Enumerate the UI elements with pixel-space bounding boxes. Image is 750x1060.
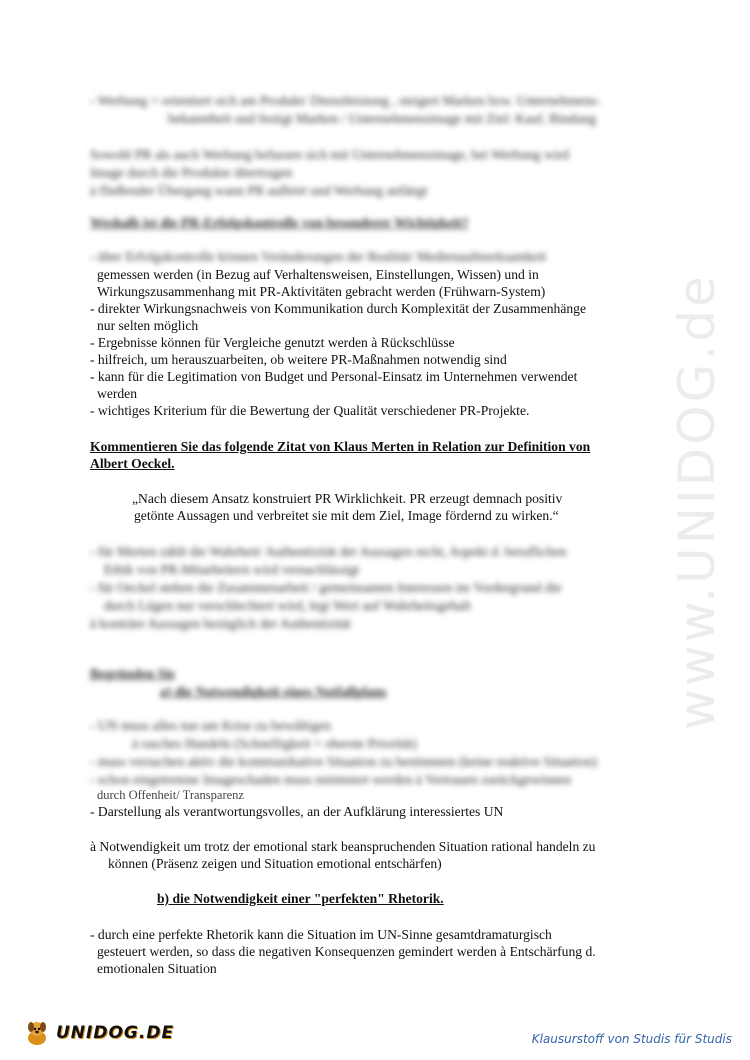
text-line: - kann für die Legitimation von Budget und Personal-Einsatz im Unternehmen verwendet	[90, 369, 578, 384]
text-line: - Darstellung als verantwortungsvolles, an der Aufklärung interessiertes UN	[90, 804, 504, 819]
text-line: Ethik von PR-Mitarbeitern wird vernachlässigt	[104, 562, 360, 577]
text-line: gemessen werden (in Bezug auf Verhaltensweisen, Einstellungen, Wissen) und in	[97, 267, 539, 282]
text-line: Sowohl PR als auch Werbung befassen sich mit Unternehmensimage, bei Werbung wird	[90, 147, 570, 162]
text-line: durch Lügen nur verschlechtert wird, legt Wert auf Wahrheitsgehalt	[104, 598, 471, 613]
text-line: Image durch die Produkte übertragen	[90, 165, 293, 180]
text-line: - über Erfolgskontrolle können Veränderungen der Realität/ Medienaufmerksamkeit	[90, 249, 547, 264]
logo-text: UNIDOG.DE	[56, 1023, 175, 1043]
section-heading: Begründen Sie	[90, 666, 175, 681]
text-line: - Ergebnisse können für Vergleiche genutzt werden à Rückschlüsse	[90, 335, 455, 350]
subsection-heading: a) die Notwendigkeit eines Notfallplans	[160, 684, 387, 699]
quote-line: „Nach diesem Ansatz konstruiert PR Wirklichkeit. PR erzeugt demnach positiv	[132, 491, 563, 506]
text-line: werden	[97, 386, 138, 401]
text-line: - durch eine perfekte Rhetorik kann die Situation im UN-Sinne gesamtdramaturgisch	[90, 927, 552, 942]
text-line: à rasches Handeln (Schnelligkeit = oberste Priorität)	[132, 736, 417, 751]
text-line: - UN muss alles tun um Krise zu bewältigen	[90, 718, 331, 733]
text-line: - für Oeckel stehen die Zusammenarbeit / gemeinsamen Interessen im Vordergrund die	[90, 580, 562, 595]
quote-line: getönte Aussagen und verbreitet sie mit dem Ziel, Image fördernd zu wirken.“	[134, 508, 559, 523]
text-line: können (Präsenz zeigen und Situation emotional entschärfen)	[108, 856, 442, 871]
text-line: à konträre Aussagen bezüglich der Authentizität	[90, 616, 351, 631]
dog-mascot-icon	[22, 1018, 52, 1048]
text-line: - muss versuchen aktiv die kommunikative Situation zu bestimmen (keine reaktive Situation)	[90, 754, 598, 769]
watermark-text: www.UNIDOG.de	[668, 273, 726, 730]
footer-tagline: Klausurstoff von Studis für Studis	[531, 1032, 732, 1046]
text-line: - schon eingetretene Imageschaden muss minimiert werden à Vertrauen zurückgewinnen	[90, 772, 572, 787]
text-line: durch Offenheit/ Transparenz	[97, 788, 244, 802]
section-heading: Kommentieren Sie das folgende Zitat von Klaus Merten in Relation zur Definition von	[90, 439, 591, 454]
text-line: - direkter Wirkungsnachweis von Kommunikation durch Komplexität der Zusammenhänge	[90, 301, 587, 316]
text-line: nur selten möglich	[97, 318, 199, 333]
subsection-heading: b) die Notwendigkeit einer "perfekten" Rhetorik.	[157, 891, 444, 906]
text-line: gesteuert werden, so dass die negativen Konsequenzen gemindert werden à Entschärfung d.	[97, 944, 596, 959]
footer-logo[interactable]	[22, 1018, 174, 1048]
text-line: - wichtiges Kriterium für die Bewertung der Qualität verschiedener PR-Projekte.	[90, 403, 530, 418]
text-line: Wirkungszusammenhang mit PR-Aktivitäten gebracht werden (Frühwarn-System)	[97, 284, 546, 299]
text-line: - hilfreich, um herauszuarbeiten, ob weitere PR-Maßnahmen notwendig sind	[90, 352, 507, 367]
text-line: à Notwendigkeit um trotz der emotional stark beanspruchenden Situation rational handeln zu	[90, 839, 596, 854]
text-line: à fließender Übergang wann PR aufhört und Werbung anfängt	[90, 183, 428, 198]
section-heading: Weshalb ist die PR-Erfolgskontrolle von besonderer Wichtigkeit?	[90, 215, 469, 230]
text-line: - für Merten zählt die Wahrheit/ Authentizität der Aussagen nicht, Aspekt d. beruflichen	[90, 544, 567, 559]
text-line: emotionalen Situation	[97, 961, 217, 976]
section-heading: Albert Oeckel.	[90, 456, 175, 471]
text-line: - Werbung = orientiert sich am Produkt/ Dienstleistung , steigert Marken bzw. Unternehmens-	[90, 93, 601, 108]
text-line: bekanntheit und festigt Marken / Unternehmensimage mit Ziel: Kauf, Bindung	[168, 111, 597, 126]
